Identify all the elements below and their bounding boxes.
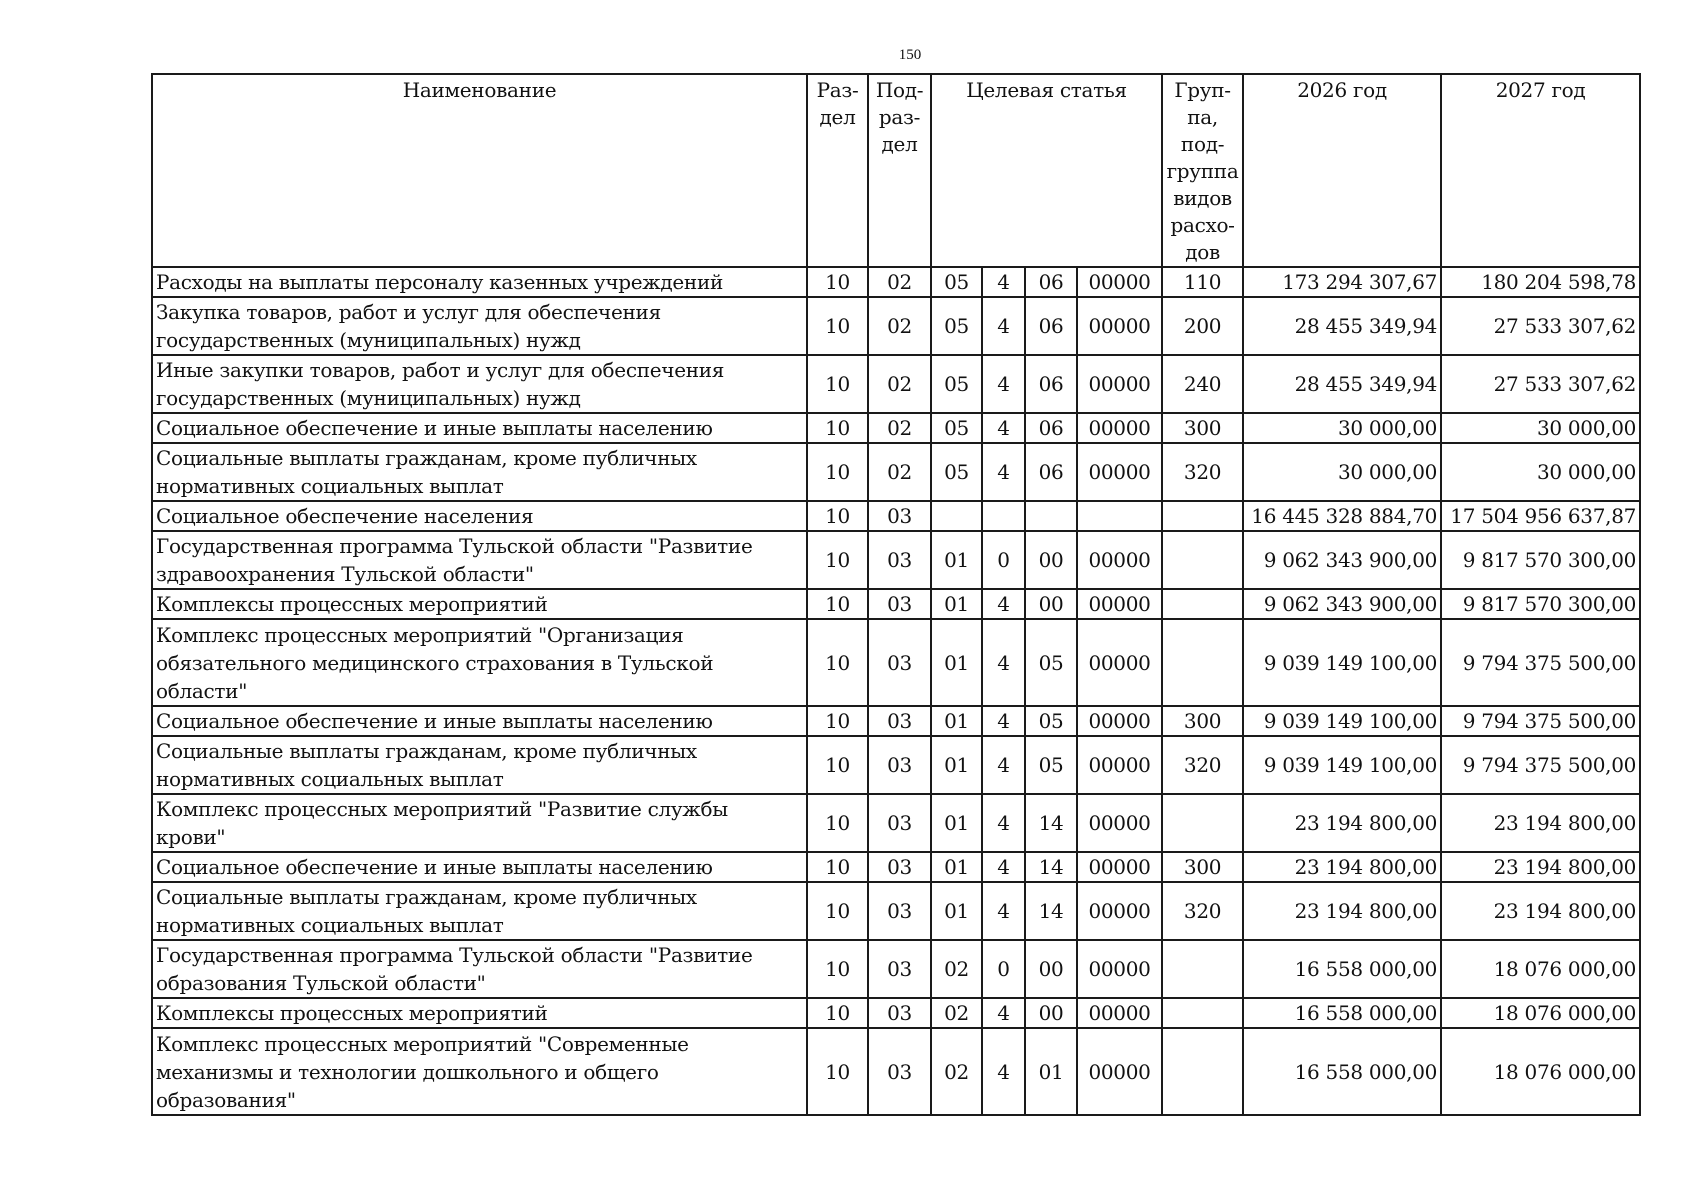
cell-expense-group: 300 [1162,706,1243,736]
cell-target-direction: 00000 [1077,619,1162,706]
cell-expense-group: 300 [1162,852,1243,882]
cell-razdel: 10 [807,297,868,355]
cell-target-element: 00 [1025,531,1077,589]
cell-razdel: 10 [807,443,868,501]
cell-razdel: 10 [807,589,868,619]
cell-razdel: 10 [807,706,868,736]
cell-amount-2027: 18 076 000,00 [1441,998,1640,1028]
cell-amount-2026: 173 294 307,67 [1243,267,1441,297]
cell-target-element [1025,501,1077,531]
cell-name: Иные закупки товаров, работ и услуг для обеспечения государственных (муниципальных) нужд [152,355,807,413]
cell-name: Комплекс процессных мероприятий "Развитие службы крови" [152,794,807,852]
cell-amount-2027: 23 194 800,00 [1441,852,1640,882]
cell-expense-group [1162,998,1243,1028]
table-row [152,531,1640,589]
cell-target-type: 4 [982,852,1025,882]
cell-podrazdel: 02 [868,413,931,443]
cell-podrazdel: 03 [868,706,931,736]
table-row [152,706,1640,736]
cell-razdel: 10 [807,940,868,998]
cell-target-type: 4 [982,355,1025,413]
cell-name: Комплекс процессных мероприятий "Современные механизмы и технологии дошкольного и общего образования" [152,1028,807,1115]
cell-name: Социальные выплаты гражданам, кроме публичных нормативных социальных выплат [152,736,807,794]
cell-name: Социальное обеспечение населения [152,501,807,531]
cell-podrazdel: 02 [868,297,931,355]
table-header-row [152,74,1640,267]
cell-target-type: 0 [982,940,1025,998]
cell-target-type: 4 [982,794,1025,852]
cell-amount-2027: 27 533 307,62 [1441,355,1640,413]
cell-name: Комплекс процессных мероприятий "Организация обязательного медицинского страхования в Тульской области" [152,619,807,706]
header-razdel: Раз- дел [807,74,868,267]
cell-target-element: 06 [1025,267,1077,297]
cell-expense-group [1162,794,1243,852]
cell-target-element: 00 [1025,998,1077,1028]
cell-razdel: 10 [807,852,868,882]
cell-expense-group [1162,589,1243,619]
cell-razdel: 10 [807,413,868,443]
cell-target-direction: 00000 [1077,736,1162,794]
cell-expense-group: 110 [1162,267,1243,297]
cell-name: Комплексы процессных мероприятий [152,998,807,1028]
cell-name: Социальные выплаты гражданам, кроме публичных нормативных социальных выплат [152,882,807,940]
cell-amount-2026: 9 062 343 900,00 [1243,531,1441,589]
cell-target-program: 01 [931,736,982,794]
cell-target-program: 05 [931,443,982,501]
cell-target-direction: 00000 [1077,940,1162,998]
cell-target-element: 05 [1025,619,1077,706]
cell-target-element: 14 [1025,882,1077,940]
cell-target-program: 05 [931,297,982,355]
table-row [152,443,1640,501]
cell-amount-2026: 16 558 000,00 [1243,1028,1441,1115]
cell-podrazdel: 03 [868,940,931,998]
cell-target-program: 01 [931,852,982,882]
cell-target-type: 4 [982,443,1025,501]
cell-expense-group [1162,619,1243,706]
cell-expense-group: 240 [1162,355,1243,413]
cell-podrazdel: 03 [868,882,931,940]
table-row [152,852,1640,882]
cell-target-program: 01 [931,531,982,589]
cell-expense-group: 320 [1162,443,1243,501]
cell-expense-group [1162,531,1243,589]
cell-name: Социальное обеспечение и иные выплаты населению [152,852,807,882]
cell-target-element: 14 [1025,852,1077,882]
cell-target-element: 00 [1025,589,1077,619]
cell-expense-group: 200 [1162,297,1243,355]
cell-target-program: 02 [931,1028,982,1115]
cell-target-type [982,501,1025,531]
cell-target-type: 4 [982,998,1025,1028]
table-body [152,267,1640,1115]
cell-target-program: 02 [931,998,982,1028]
cell-amount-2026: 28 455 349,94 [1243,355,1441,413]
cell-amount-2027: 9 817 570 300,00 [1441,589,1640,619]
table-row [152,1028,1640,1115]
cell-amount-2027: 30 000,00 [1441,443,1640,501]
cell-target-direction: 00000 [1077,998,1162,1028]
cell-name: Социальные выплаты гражданам, кроме публичных нормативных социальных выплат [152,443,807,501]
table-row [152,267,1640,297]
cell-target-direction: 00000 [1077,852,1162,882]
cell-target-type: 4 [982,736,1025,794]
cell-expense-group: 320 [1162,736,1243,794]
cell-expense-group: 300 [1162,413,1243,443]
cell-amount-2027: 27 533 307,62 [1441,297,1640,355]
cell-razdel: 10 [807,501,868,531]
cell-target-program: 01 [931,589,982,619]
cell-target-element: 06 [1025,413,1077,443]
cell-target-direction: 00000 [1077,589,1162,619]
table-row [152,589,1640,619]
cell-razdel: 10 [807,267,868,297]
cell-target-program: 01 [931,619,982,706]
cell-target-program: 01 [931,706,982,736]
cell-target-program: 01 [931,794,982,852]
cell-target-element: 05 [1025,736,1077,794]
cell-target-direction: 00000 [1077,794,1162,852]
table-row [152,882,1640,940]
header-year-2026: 2026 год [1243,74,1441,267]
table-row [152,794,1640,852]
header-year-2027: 2027 год [1441,74,1640,267]
cell-target-program: 05 [931,355,982,413]
cell-podrazdel: 03 [868,589,931,619]
cell-razdel: 10 [807,355,868,413]
cell-amount-2027: 9 794 375 500,00 [1441,706,1640,736]
cell-target-type: 4 [982,1028,1025,1115]
cell-target-direction: 00000 [1077,706,1162,736]
cell-expense-group: 320 [1162,882,1243,940]
cell-amount-2026: 9 039 149 100,00 [1243,736,1441,794]
page-number: 150 [898,47,922,63]
cell-target-program [931,501,982,531]
cell-amount-2026: 30 000,00 [1243,413,1441,443]
table-row [152,355,1640,413]
cell-name: Социальное обеспечение и иные выплаты населению [152,413,807,443]
cell-target-direction: 00000 [1077,882,1162,940]
cell-target-type: 4 [982,297,1025,355]
cell-target-element: 05 [1025,706,1077,736]
cell-razdel: 10 [807,531,868,589]
cell-razdel: 10 [807,736,868,794]
cell-podrazdel: 03 [868,619,931,706]
cell-target-type: 4 [982,706,1025,736]
table-row [152,501,1640,531]
cell-name: Закупка товаров, работ и услуг для обеспечения государственных (муниципальных) нужд [152,297,807,355]
cell-amount-2026: 28 455 349,94 [1243,297,1441,355]
cell-amount-2027: 18 076 000,00 [1441,1028,1640,1115]
header-name: Наименование [152,74,807,267]
cell-name: Расходы на выплаты персоналу казенных учреждений [152,267,807,297]
cell-target-type: 4 [982,589,1025,619]
cell-podrazdel: 02 [868,443,931,501]
cell-target-element: 01 [1025,1028,1077,1115]
cell-amount-2026: 16 558 000,00 [1243,998,1441,1028]
cell-name: Государственная программа Тульской области "Развитие образования Тульской области" [152,940,807,998]
cell-target-element: 14 [1025,794,1077,852]
cell-target-program: 01 [931,882,982,940]
cell-amount-2027: 9 794 375 500,00 [1441,619,1640,706]
cell-target-type: 4 [982,413,1025,443]
table-row [152,998,1640,1028]
table-row [152,413,1640,443]
table-row [152,619,1640,706]
cell-razdel: 10 [807,1028,868,1115]
cell-name: Комплексы процессных мероприятий [152,589,807,619]
header-expense-group: Груп- па, под- группа видов расхо- дов [1162,74,1243,267]
cell-podrazdel: 03 [868,1028,931,1115]
cell-podrazdel: 02 [868,267,931,297]
cell-podrazdel: 03 [868,998,931,1028]
cell-amount-2027: 23 194 800,00 [1441,882,1640,940]
cell-target-direction: 00000 [1077,297,1162,355]
cell-target-type: 4 [982,267,1025,297]
cell-amount-2026: 9 062 343 900,00 [1243,589,1441,619]
cell-expense-group [1162,1028,1243,1115]
cell-razdel: 10 [807,794,868,852]
cell-podrazdel: 03 [868,794,931,852]
header-podrazdel: Под- раз- дел [868,74,931,267]
cell-amount-2026: 23 194 800,00 [1243,852,1441,882]
cell-razdel: 10 [807,619,868,706]
cell-target-direction: 00000 [1077,531,1162,589]
cell-target-type: 4 [982,882,1025,940]
cell-target-program: 05 [931,413,982,443]
header-target-article: Целевая статья [931,74,1162,267]
cell-expense-group [1162,501,1243,531]
cell-amount-2027: 23 194 800,00 [1441,794,1640,852]
cell-target-direction: 00000 [1077,443,1162,501]
cell-name: Социальное обеспечение и иные выплаты населению [152,706,807,736]
cell-target-type: 4 [982,619,1025,706]
cell-razdel: 10 [807,882,868,940]
cell-target-program: 02 [931,940,982,998]
table-row [152,736,1640,794]
budget-table [151,73,1641,1116]
cell-amount-2026: 9 039 149 100,00 [1243,706,1441,736]
table-row [152,297,1640,355]
cell-target-direction: 00000 [1077,355,1162,413]
cell-target-program: 05 [931,267,982,297]
cell-amount-2026: 9 039 149 100,00 [1243,619,1441,706]
cell-amount-2027: 9 794 375 500,00 [1441,736,1640,794]
cell-amount-2026: 30 000,00 [1243,443,1441,501]
cell-name: Государственная программа Тульской области "Развитие здравоохранения Тульской области" [152,531,807,589]
table-row [152,940,1640,998]
cell-amount-2026: 23 194 800,00 [1243,794,1441,852]
cell-target-element: 06 [1025,443,1077,501]
cell-podrazdel: 03 [868,852,931,882]
cell-amount-2027: 9 817 570 300,00 [1441,531,1640,589]
cell-target-element: 06 [1025,297,1077,355]
cell-expense-group [1162,940,1243,998]
cell-target-type: 0 [982,531,1025,589]
cell-target-direction [1077,501,1162,531]
cell-target-direction: 00000 [1077,267,1162,297]
cell-amount-2027: 17 504 956 637,87 [1441,501,1640,531]
cell-amount-2027: 30 000,00 [1441,413,1640,443]
cell-podrazdel: 03 [868,736,931,794]
cell-amount-2026: 16 558 000,00 [1243,940,1441,998]
cell-target-element: 00 [1025,940,1077,998]
cell-podrazdel: 02 [868,355,931,413]
cell-target-element: 06 [1025,355,1077,413]
cell-target-direction: 00000 [1077,413,1162,443]
cell-amount-2027: 180 204 598,78 [1441,267,1640,297]
cell-amount-2026: 23 194 800,00 [1243,882,1441,940]
cell-razdel: 10 [807,998,868,1028]
cell-amount-2026: 16 445 328 884,70 [1243,501,1441,531]
cell-podrazdel: 03 [868,501,931,531]
cell-target-direction: 00000 [1077,1028,1162,1115]
cell-podrazdel: 03 [868,531,931,589]
cell-amount-2027: 18 076 000,00 [1441,940,1640,998]
